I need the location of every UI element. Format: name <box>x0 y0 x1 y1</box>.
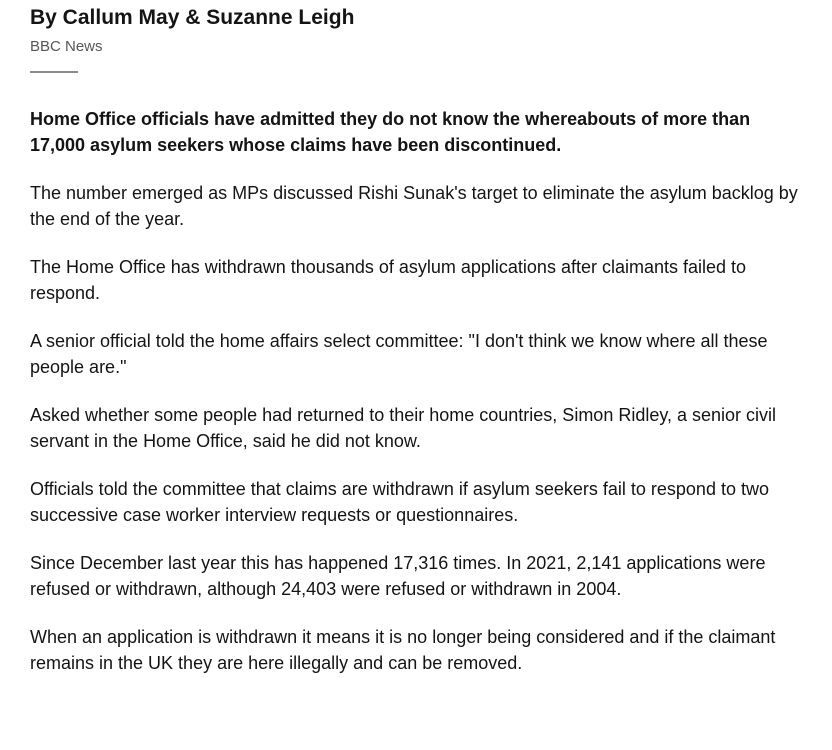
paragraph: When an application is withdrawn it means it is no longer being considered and if the claimant remains in the UK they are here illegally and can be removed. <box>30 627 776 673</box>
article <box>30 4 810 698</box>
paragraph: Since December last year this has happened 17,316 times. In 2021, 2,141 applications were refused or withdrawn, although 24,403 were refused or withdrawn in 2004. <box>30 553 766 599</box>
lead-paragraph: Home Office officials have admitted they do not know the whereabouts of more than 17,000 asylum seekers whose claims have been discontinued. <box>30 109 751 155</box>
paragraph: Asked whether some people had returned to their home countries, Simon Ridley, a senior civil servant in the Home Office, said he did not know. <box>30 405 777 451</box>
source-label: BBC News <box>30 38 103 55</box>
paragraph: Officials told the committee that claims are withdrawn if asylum seekers fail to respond to two successive case worker interview requests or questionnaires. <box>30 479 769 525</box>
paragraph: The number emerged as MPs discussed Rishi Sunak's target to eliminate the asylum backlog by the end of the year. <box>30 183 798 229</box>
byline: By Callum May & Suzanne Leigh <box>30 6 355 29</box>
paragraph: A senior official told the home affairs select committee: "I don't think we know where all these people are." <box>30 331 768 377</box>
paragraph: The Home Office has withdrawn thousands of asylum applications after claimants failed to respond. <box>30 257 747 303</box>
divider <box>30 71 78 73</box>
